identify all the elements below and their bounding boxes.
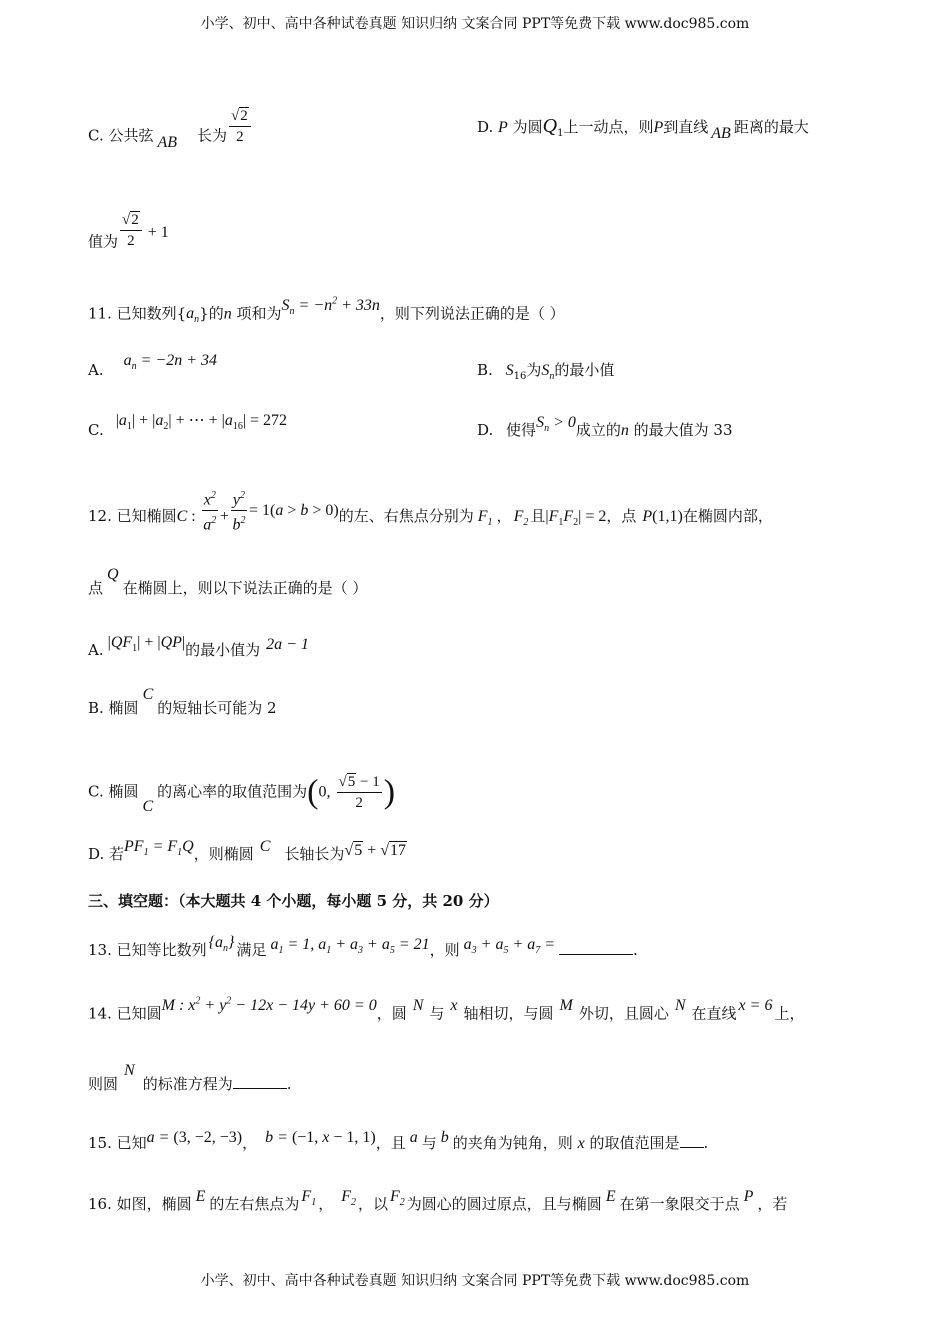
q11-option-d: D. 使得$S_n > 0$成立的n 的最大值为 33 [477,414,733,439]
q12-stem: 12. 已知椭圆C : $\frac{x^2}{a^2}$ + $\frac{y^2}{b^2}$ = 1(a > b > 0)的左、右焦点分别为 $F_1$ ， $F_2$ 且$|F_1F_2| = 2$，点 P(1,1)在椭圆内部， [88,492,773,542]
q15: 15. 已知a = (3, −2, −3)， b = (−1, x − 1, 1)，且 a 与 b 的夹角为钝角，则 x 的取值范围是 . [88,1129,709,1152]
q14: 14. 已知圆M : $x^2 + y^2 - 12x - 14y + 60 = 0$，圆 N 与 x 轴相切，与圆 M 外切，且圆心 N 在直线 x = 6 上， [88,996,805,1023]
q16: 16. 如图，椭圆 E 的左右焦点为 $F_1$ ， $F_2$ ，以 $F_2$ 为圆心的圆过原点，且与椭圆 E 在第一象限交于点 P ，若 [88,1188,788,1213]
q10-option-d: D. P 为圆$Q_1$上一动点，则P到直线 AB 距离的最大 [477,115,809,142]
page-header: 小学、初中、高中各种试卷真题 知识归纳 文案合同 PPT等免费下载 www.doc985.com [200,16,750,32]
page-footer: 小学、初中、高中各种试卷真题 知识归纳 文案合同 PPT等免费下载 www.doc985.com [200,1273,750,1289]
q12-option-d: D. 若$PF_1 = F_1Q$，则椭圆 C 长轴长为√5 + √17 [88,838,407,863]
q12-option-c: C. 椭圆C的离心率的取值范围为(0, $\frac{√5 - 1}{2}$ ) [88,773,396,815]
answer-blank[interactable] [233,1074,287,1089]
q12-option-b: B. 椭圆C的短轴长可能为 2 [88,686,277,717]
q11-option-a: $A.a_n = -2n + 34$ [88,352,217,379]
answer-blank[interactable] [680,1133,704,1148]
q10-option-d-continued: 值为 $\frac{√2}{2}$ + 1 [88,212,169,251]
q11-option-b: B. $S_{16}$为$S_n$的最小值 [477,361,615,383]
q10-option-c: C. 公共弦 AB 长为 $\frac{√2}{2}$ [88,116,253,157]
q11-stem: 11. 已知数列$\{a_n\}$的n 项和为$S_n = -n^2 + 33n$，则下列说法正确的是（ ） [88,296,565,326]
q12-option-a: A. $|QF_1| + |QP|$的最小值为 2a − 1 [88,634,309,659]
answer-blank[interactable] [559,940,633,955]
q11-option-c: $C.|a_1| + |a_2|$ + ⋯ + $|a_{16}| = 272$ [88,412,288,439]
q13: 13. 已知等比数列 $\{a_n\}$ 满足 $a_1 = 1$, $a_1 + a_3 + a_5 = 21$，则 $a_3 + a_5 + a_7$ = . [88,934,638,959]
section-title: 三、填空题：（本大题共 4 个小题，每小题 5 分，共 20 分） [88,892,499,910]
q14-line2: 则圆N的标准方程为 . [88,1062,292,1093]
q12-stem-line2: 点Q在椭圆上，则以下说法正确的是（ ） [88,566,368,597]
